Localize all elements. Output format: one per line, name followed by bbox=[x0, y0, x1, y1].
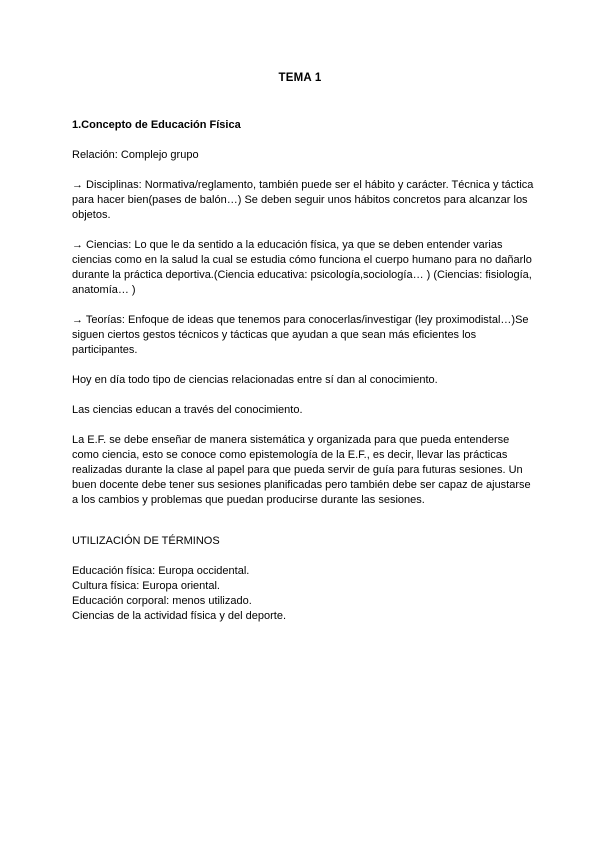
spacer bbox=[72, 298, 534, 313]
spacer bbox=[72, 223, 534, 238]
paragraph-ciencias: → Ciencias: Lo que le da sentido a la educación física, ya que se deben entender varias ciencias como en la salud la cual se estudia cómo funciona el cuerpo humano para no dañarlo durante la práctica deportiva.(Ciencia educativa: psicología,sociología… ) (Ciencias: fisiología, anatomía… ) bbox=[72, 239, 532, 296]
spacer bbox=[72, 388, 534, 403]
section-heading: 1.Concepto de Educación Física bbox=[72, 119, 241, 131]
spacer bbox=[72, 549, 534, 564]
paragraph-ef: La E.F. se debe enseñar de manera sistemática y organizada para que pueda entenderse como ciencia, esto se conoce como epistemología de la E.F., es decir, llevar las prácticas realizadas durante la clase al papel para que pueda servir de guía para futuras sesiones. Un buen docente debe tener sus sesiones planificadas pero también debe ser capaz de ajustarse a los cambios y problemas que puedan producirse durante las sesiones. bbox=[72, 434, 531, 506]
paragraph-educan: Las ciencias educan a través del conocimiento. bbox=[72, 404, 303, 416]
term-item: Ciencias de la actividad física y del deporte. bbox=[72, 610, 287, 622]
spacer bbox=[72, 133, 534, 148]
relation-line: Relación: Complejo grupo bbox=[72, 149, 199, 161]
paragraph-disciplinas: → Disciplinas: Normativa/reglamento, también puede ser el hábito y carácter. Técnica y táctica para hacer bien(pases de balón…) Se deben seguir unos hábitos concretos para alcanzar los objetos. bbox=[72, 179, 534, 221]
term-item: Educación corporal: menos utilizado. bbox=[72, 595, 252, 607]
spacer bbox=[72, 358, 534, 373]
spacer bbox=[72, 163, 534, 178]
document-title: TEMA 1 bbox=[278, 72, 322, 84]
paragraph-hoy: Hoy en día todo tipo de ciencias relacionadas entre sí dan al conocimiento. bbox=[72, 374, 438, 386]
spacer bbox=[72, 508, 534, 534]
terms-heading: UTILIZACIÓN DE TÉRMINOS bbox=[72, 535, 220, 547]
paragraph-teorias: → Teorías: Enfoque de ideas que tenemos para conocerlas/investigar (ley proximodistal…)Se siguen ciertos gestos técnicos y tácticas que ayudan a que sean más eficientes los participantes. bbox=[72, 314, 529, 356]
term-item: Cultura física: Europa oriental. bbox=[72, 580, 220, 592]
document-body bbox=[72, 118, 534, 624]
spacer bbox=[72, 418, 534, 433]
term-item: Educación física: Europa occidental. bbox=[72, 565, 250, 577]
